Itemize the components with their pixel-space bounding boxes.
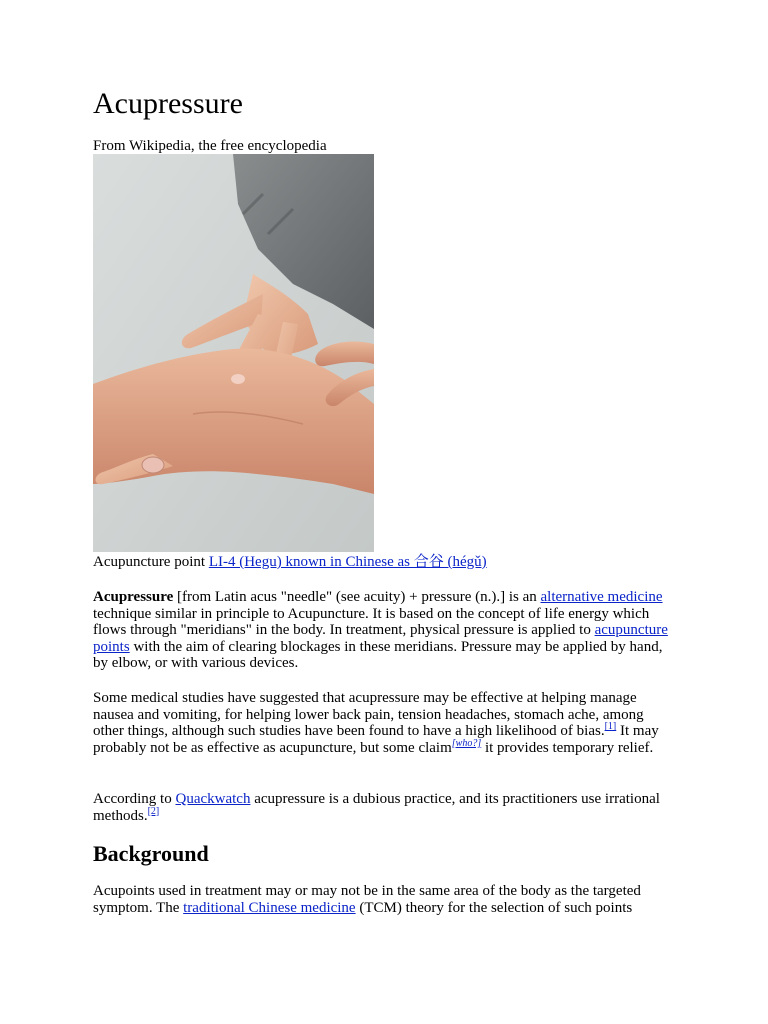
intro-text-2: technique similar in principle to Acupuncture. It is based on the concept of life energy which flows through "meridians" in the body. In treatment, physical pressure is applied to bbox=[93, 605, 650, 639]
figure-caption bbox=[93, 554, 487, 571]
page-title: Acupressure bbox=[93, 87, 243, 120]
studies-paragraph bbox=[93, 690, 673, 756]
acupressure-photo[interactable] bbox=[93, 154, 374, 552]
intro-paragraph bbox=[93, 589, 673, 672]
reference-2-link[interactable]: [2] bbox=[147, 805, 160, 817]
background-heading: Background bbox=[93, 841, 209, 866]
background-text-1: Acupoints used in treatment may or may not be in the same area of the body as the targeted symptom. The bbox=[93, 883, 641, 916]
bold-term: Acupressure bbox=[93, 589, 174, 605]
tcm-link[interactable]: traditional Chinese medicine bbox=[183, 899, 356, 916]
background-paragraph bbox=[93, 883, 673, 916]
background-text-2: (TCM) theory for the selection of such points bbox=[355, 899, 633, 916]
li4-hegu-link[interactable]: LI-4 (Hegu) known in Chinese as 合谷 (hégǔ) bbox=[208, 554, 487, 570]
acupuncture-points-link[interactable]: acupuncture points bbox=[93, 622, 668, 655]
who-citation-link[interactable]: [who?] bbox=[451, 737, 482, 749]
intro-text-3: with the aim of clearing blockages in these meridians. Pressure may be applied by hand, by elbow, or with various devices. bbox=[93, 638, 663, 672]
hand-illustration bbox=[93, 154, 374, 552]
studies-text-3: it provides temporary relief. bbox=[481, 739, 654, 756]
reference-1-link[interactable]: [1] bbox=[604, 721, 617, 733]
tagline: From Wikipedia, the free encyclopedia bbox=[93, 138, 327, 154]
quackwatch-paragraph bbox=[93, 791, 673, 824]
intro-text-1: [from Latin acus "needle" (see acuity) + pressure (n.).] is an bbox=[173, 589, 541, 605]
studies-text-1: Some medical studies have suggested that acupressure may be effective at helping manage nausea and vomiting, for helping lower back pain, tension headaches, stomach ache, among other things, although such studies have been found to have a high likelihood of bias. bbox=[93, 690, 644, 740]
alternative-medicine-link[interactable]: alternative medicine bbox=[540, 589, 663, 605]
studies-text-2: It may probably not be as effective as acupuncture, but some claim bbox=[93, 723, 659, 756]
quackwatch-link[interactable]: Quackwatch bbox=[175, 791, 251, 807]
quackwatch-text-2: acupressure is a dubious practice, and its practitioners use irrational methods. bbox=[93, 791, 660, 824]
quackwatch-text-1: According to bbox=[93, 791, 176, 807]
caption-prefix: Acupuncture point bbox=[93, 554, 209, 570]
